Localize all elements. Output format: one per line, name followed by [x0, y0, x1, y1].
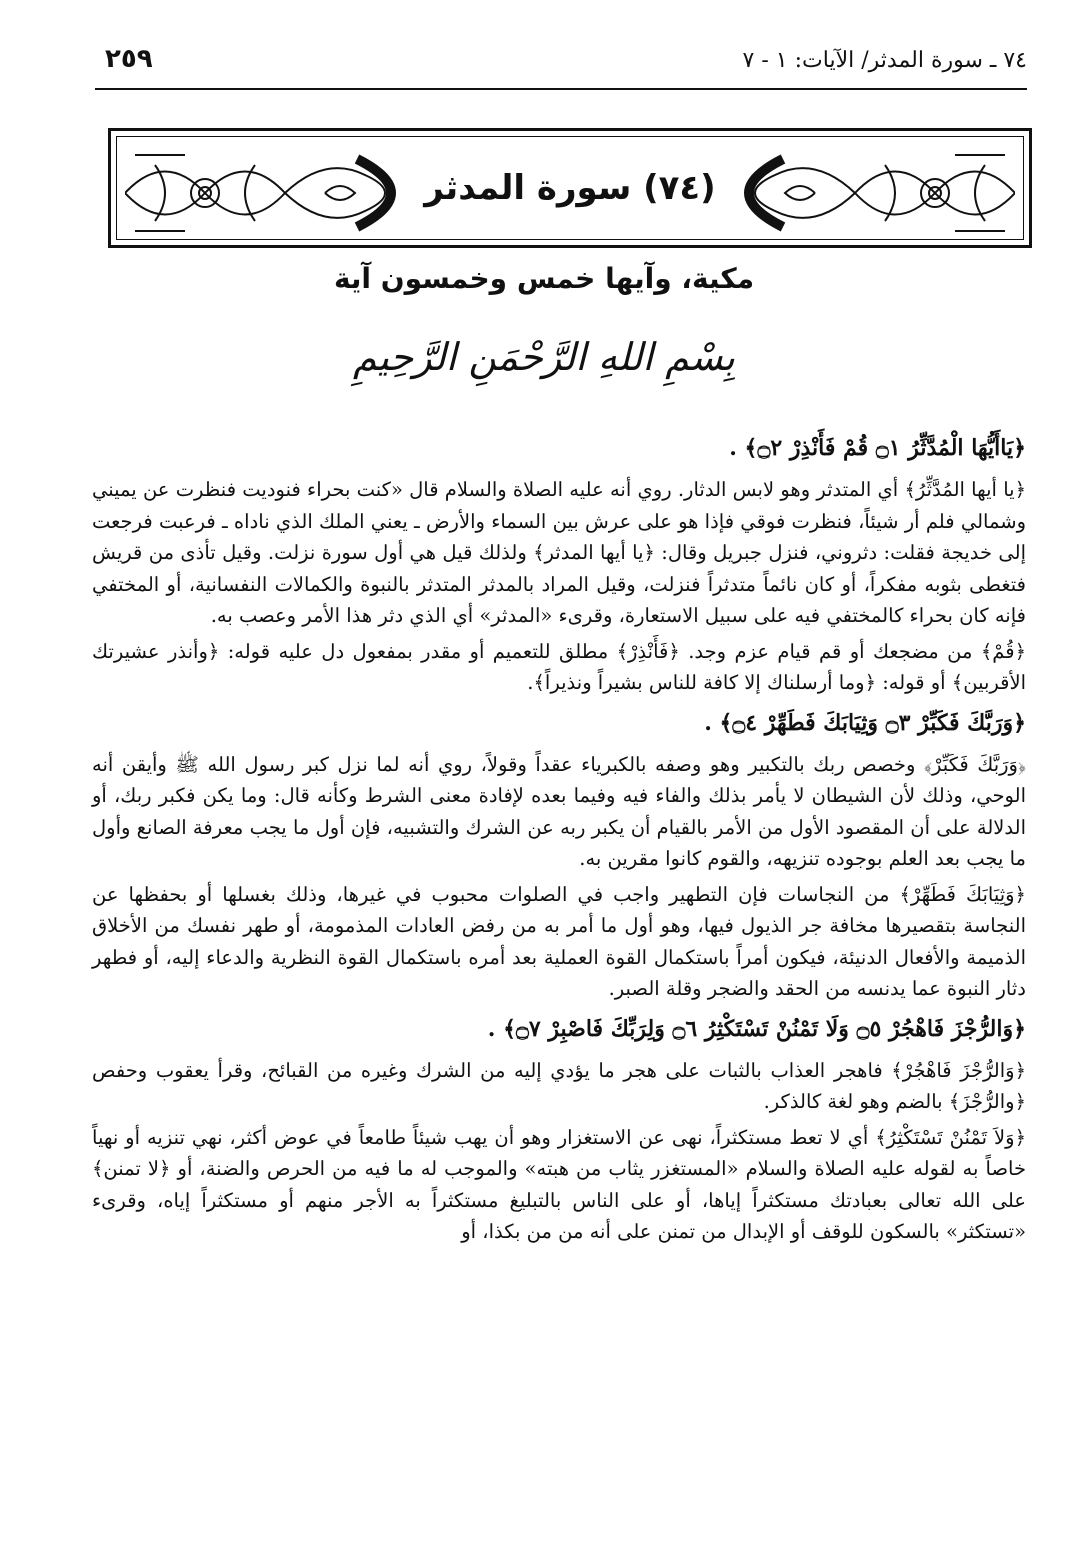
commentary-paragraph: ﴿وَلاَ تَمْنُنْ تَسْتَكْثِرُ﴾ أي لا تعط مستكثراً، نهى عن الاستغزار وهو أن يهب شيئاً طامعاً في عوض أكثر، نهي تنزيه أو نهياً خاصاً به لقوله عليه الصلاة والسلام «المستغزر يثاب من هبته» والموجب له ما فيه من الحرص والضنة، أو ﴿لا تمنن﴾ على الله تعالى بعبادتك مستكثراً إياها، أو على الناس بالتبليغ مستكثراً به الأجر منهم أو مستكثراً إياه، وقرىء «تستكثر» بالسكون للوقف أو الإبدال من تمنن على أنه من من بكذا، أو: [92, 1125, 1027, 1243]
commentary-body: [92, 428, 1026, 1252]
basmala: بِسْمِ اللهِ الرَّحْمَنِ الرَّحِيمِ: [353, 335, 735, 379]
page-number: ٢٥٩: [105, 44, 153, 74]
banner-inner-border: [116, 136, 1024, 240]
quran-verse-line: ﴿وَالرُّجْزَ فَاهْجُرْ ۝٥ وَلَا تَمْنُنْ تَسْتَكْثِرُ ۝٦ وَلِرَبِّكَ فَاصْبِرْ ۝٧﴾ .: [487, 1015, 1026, 1042]
commentary-paragraph: ﴿وَثِيَابَكَ فَطَهِّرْ﴾ من النجاسات فإن التطهير واجب في الصلوات محبوب في غيرها، وذلك بغسلها أو بحفظها عن النجاسة بتقصيرها مخافة جر الذيول فيها، وهو أول ما أمر به من رفض العادات المذمومة، أو طهر نفسك من الأخلاق الذميمة والأفعال الدنيئة، فيكون أمراً باستكمال القوة العملية بعد أمره باستكمال القوة النظرية والدعاء إليه، أو فطهر دثار النبوة عما يدنسه من الحقد والضجر وقلة الصبر.: [92, 882, 1026, 1000]
surah-title: (٧٤) سورة المدثر: [424, 168, 716, 208]
running-title: ٧٤ ـ سورة المدثر/ الآيات: ١ - ٧: [742, 48, 1027, 73]
commentary-paragraph: ﴿يا أيها المُدَّثِّرُ﴾ أي المتدثر وهو لابس الدثار. روي أنه عليه الصلاة والسلام قال «كنت بحراء فنوديت فنظرت عن يميني وشمالي فلم أر شيئاً، فنظرت فوقي فإذا هو على عرش بين السماء والأرض ـ يعني الملك الذي ناداه ـ فرعبت فرجعت إلى خديجة فقلت: دثروني، فنزل جبريل وقال: ﴿يا أيها المدثر﴾ ولذلك قيل هي أول سورة نزلت. وقيل تأذى من قريش فتغطى بثوبه مفكراً، أو كان نائماً متدثراً فنزلت، وقيل المراد بالمدثر المتدثر بالنبوة والكمالات النفسانية، أو المختفي فإنه كان بحراء كالمختفي فيه على سبيل الاستعارة، وقرىء «المدثر» أي الذي دثر هذا الأمر وعصب به.: [92, 478, 1026, 627]
commentary-paragraph: ﴿وَرَبَّكَ فَكَبِّرْ﴾ وخصص ربك بالتكبير وهو وصفه بالكبرياء عقداً وقولاً، روي أنه لما نزل كبر رسول الله ﷺ وأيقن أنه الوحي، وذلك لأن الشيطان لا يأمر بذلك والفاء فيه وفيما بعده لإفادة معنى الشرط وكأنه قال: وما يكن فكبر ربك، أو الدلالة على أن المقصود الأول من الأمر بالقيام أن يكبر ربه عن الشرك والتشبيه، فإن أول ما يجب معرفة الصانع وأول ما يجب بعد العلم بوجوده تنزيهه، والقوم كانوا مقرين به.: [92, 752, 1026, 870]
quran-verse-line: ﴿وَرَبَّكَ فَكَبِّرْ ۝٣ وَثِيَابَكَ فَطَهِّرْ ۝٤﴾ .: [704, 709, 1026, 736]
commentary-paragraph: ﴿وَالرُّجْزَ فَاهْجُرْ﴾ فاهجر العذاب بالثبات على هجر ما يؤدي إليه من الشرك وغيره من القبائح، وقرأ يعقوب وحفص ﴿والرُّجْزَ﴾ بالضم وهو لغة كالذكر.: [92, 1058, 1026, 1113]
arabesque-ornament-left: [125, 145, 425, 241]
running-header: [95, 40, 1027, 90]
surah-subtitle: مكية، وآيها خمس وخمسون آية: [333, 262, 755, 295]
quran-verse-line: ﴿يَاأَيُّهَا الْمُدَّثِّرُ ۝١ قُمْ فَأَنْذِرْ ۝٢﴾ .: [729, 435, 1026, 461]
commentary-paragraph: ﴿قُمْ﴾ من مضجعك أو قم قيام عزم وجد. ﴿فَأَنْذِرْ﴾ مطلق للتعميم أو مقدر بمفعول دل عليه قوله: ﴿وأنذر عشيرتك الأقربين﴾ أو قوله: ﴿وما أرسلناك إلا كافة للناس بشيراً ونذيراً﴾.: [92, 639, 1026, 694]
arabesque-ornament-right: [715, 145, 1015, 241]
surah-title-banner: [108, 128, 1032, 248]
